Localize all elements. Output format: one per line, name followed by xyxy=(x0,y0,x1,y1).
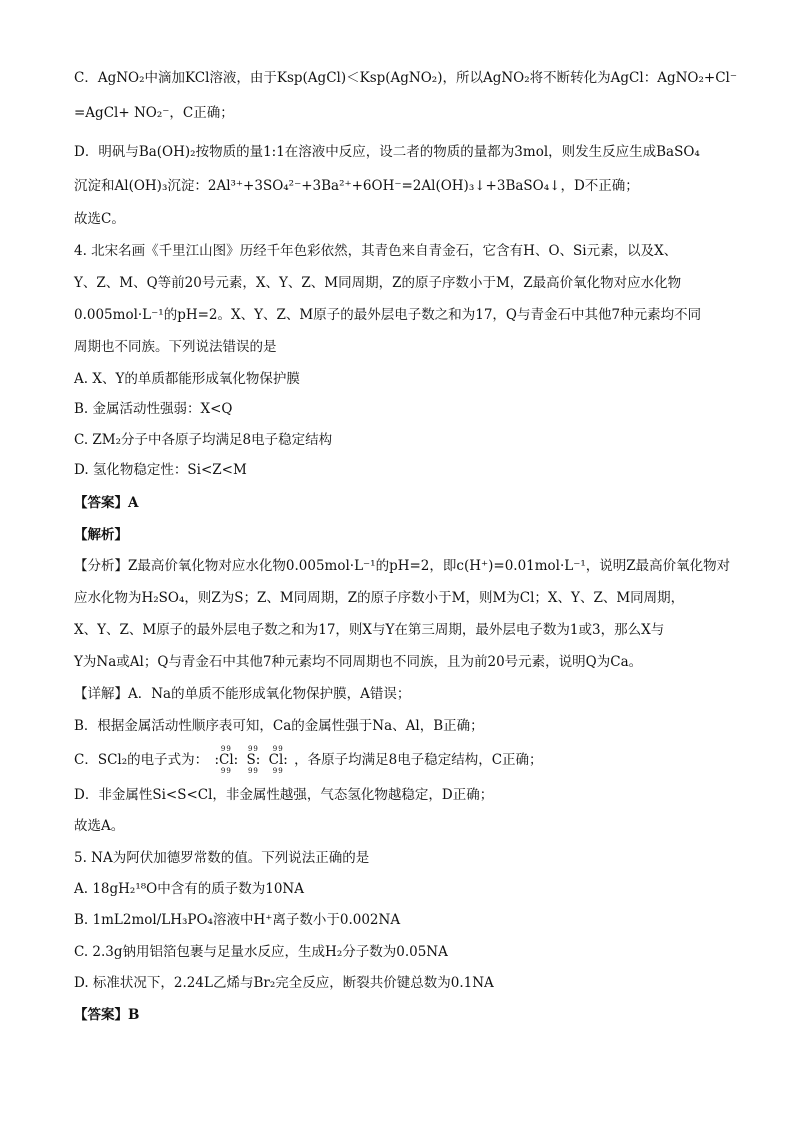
lewis-cl-right: 99 Cl: 99 xyxy=(268,745,288,775)
lewis-intro: C．SCl₂的电子式为： xyxy=(74,752,209,768)
option-c: C. ZM₂分子中各原子均满足8电子稳定结构 xyxy=(74,432,333,448)
text-line: 【分析】Z最高价氧化物对应水化物0.005mol·L⁻¹的pH=2，即c(H⁺)=0.01mol·L⁻¹，说明Z最高价氧化物对 xyxy=(74,558,731,574)
text-line: D．非金属性Si<S<Cl，非金属性越强，气态氢化物越稳定，D正确； xyxy=(74,787,494,803)
text-line: Y为Na或Al；Q与青金石中其他7种元素均不同周期也不同族，且为前20号元素，说明Q为Ca。 xyxy=(74,654,643,670)
text-line: 【详解】A．Na的单质不能形成氧化物保护膜，A错误； xyxy=(74,686,411,702)
text-line: =AgCl+ NO₂⁻，C正确； xyxy=(74,105,234,121)
text-line: 故选A。 xyxy=(74,818,125,834)
answer-label: 【答案】A xyxy=(74,495,139,511)
lewis-cl-left: 99 :Cl: 99 xyxy=(214,745,239,775)
lewis-tail: ，各原子均满足8电子稳定结构，C正确； xyxy=(294,752,543,768)
question-5: 5. NA为阿伏加德罗常数的值。下列说法正确的是 xyxy=(74,850,370,866)
option-d: D. 标准状况下，2.24L乙烯与Br₂完全反应，断裂共价键总数为0.1NA xyxy=(74,975,494,991)
option-c: C. 2.3g钠用铝箔包裹与足量水反应，生成H₂分子数为0.05NA xyxy=(74,944,448,960)
lewis-s: 99 S: 99 xyxy=(246,745,261,775)
text-line: 故选C。 xyxy=(74,211,125,227)
lewis-structure xyxy=(212,745,289,775)
option-b: B. 金属活动性强弱：X<Q xyxy=(74,401,233,417)
text-line: B．根据金属活动性顺序表可知，Ca的金属性强于Na、Al，B正确； xyxy=(74,718,484,734)
analysis-label: 【解析】 xyxy=(74,527,128,543)
option-a: A. X、Y的单质都能形成氧化物保护膜 xyxy=(74,371,300,387)
answer-label: 【答案】B xyxy=(74,1007,140,1023)
text-line: Y、Z、M、Q等前20号元素，X、Y、Z、M同周期，Z的原子序数小于M，Z最高价氧化物对应水化物 xyxy=(74,275,682,291)
text-line: 应水化物为H₂SO₄，则Z为S；Z、M同周期，Z的原子序数小于M，则M为Cl；X、Y、Z、M同周期， xyxy=(74,590,685,606)
text-line: 0.005mol·L⁻¹的pH=2。X、Y、Z、M原子的最外层电子数之和为17，Q与青金石中其他7种元素均不同 xyxy=(74,307,702,323)
option-d: D. 氢化物稳定性：Si<Z<M xyxy=(74,462,247,478)
option-a: A. 18gH₂¹⁸O中含有的质子数为10NA xyxy=(74,881,304,897)
option-b: B. 1mL2mol/LH₃PO₄溶液中H⁺离子数小于0.002NA xyxy=(74,912,401,928)
text-line: C．AgNO₂中滴加KCl溶液，由于Ksp(AgCl)＜Ksp(AgNO₂)，所以AgNO₂将不断转化为AgCl：AgNO₂+Cl⁻ xyxy=(74,70,737,86)
text-line xyxy=(74,745,734,775)
text-line: D．明矾与Ba(OH)₂按物质的量1:1在溶液中反应，设二者的物质的量都为3mol，则发生反应生成BaSO₄ xyxy=(74,144,700,160)
text-line: 周期也不同族。下列说法错误的是 xyxy=(74,339,277,355)
text-line: 沉淀和Al(OH)₃沉淀：2Al³⁺+3SO₄²⁻+3Ba²⁺+6OH⁻=2Al(OH)₃↓+3BaSO₄↓，D不正确； xyxy=(74,178,639,194)
text-line: X、Y、Z、M原子的最外层电子数之和为17，则X与Y在第三周期，最外层电子数为1或3，那么X与 xyxy=(74,622,665,638)
text-line: 4. 北宋名画《千里江山图》历经千年色彩依然，其青色来自青金石，它含有H、O、Si元素，以及X、 xyxy=(74,243,678,259)
